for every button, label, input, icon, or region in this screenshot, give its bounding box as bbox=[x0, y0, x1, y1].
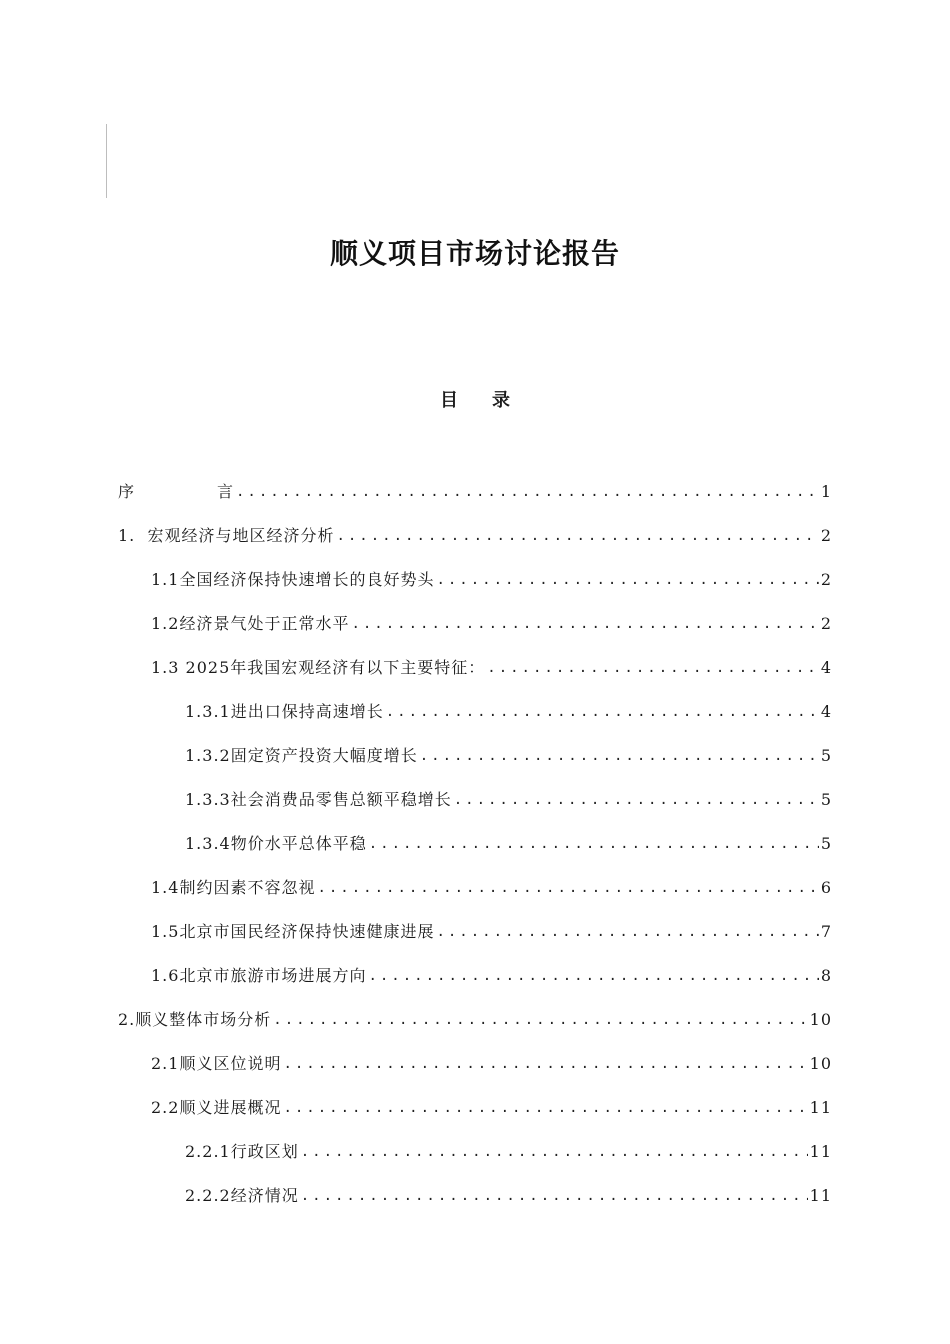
toc-entry[interactable] bbox=[118, 866, 832, 910]
dot-leader bbox=[436, 569, 818, 591]
dot-leader bbox=[436, 921, 818, 943]
toc-entry-label: 1.3.1进出口保持高速增长 bbox=[185, 702, 384, 721]
toc-entry-label bbox=[118, 481, 234, 503]
dot-leader bbox=[236, 481, 819, 503]
dot-leader bbox=[283, 1053, 807, 1075]
dot-leader bbox=[301, 1141, 808, 1163]
dot-leader bbox=[368, 965, 818, 987]
toc-entry-list bbox=[118, 514, 832, 1218]
toc-entry-page: 4 bbox=[820, 702, 832, 721]
toc-entry-label: 1.5北京市国民经济保持快速健康进展 bbox=[151, 922, 435, 941]
toc-entry[interactable] bbox=[118, 822, 832, 866]
toc-entry-page: 6 bbox=[820, 878, 832, 897]
toc-entry-page: 1 bbox=[820, 482, 832, 501]
toc-entry[interactable] bbox=[118, 514, 832, 558]
toc-entry[interactable] bbox=[118, 1130, 832, 1174]
toc-entry[interactable] bbox=[118, 954, 832, 998]
toc-entry[interactable] bbox=[118, 1086, 832, 1130]
preface-char-1: 序 bbox=[118, 482, 136, 501]
dot-leader bbox=[386, 701, 819, 723]
toc-entry[interactable] bbox=[118, 998, 832, 1042]
toc-entry[interactable] bbox=[118, 1174, 832, 1218]
toc-entry-page: 5 bbox=[820, 834, 832, 853]
toc-entry-page: 5 bbox=[820, 746, 832, 765]
dot-leader bbox=[351, 613, 818, 635]
toc-entry-page: 2 bbox=[820, 614, 832, 633]
toc-entry-label: 1. 宏观经济与地区经济分析 bbox=[118, 526, 335, 545]
toc-entry-label: 2.2.1行政区划 bbox=[185, 1142, 299, 1161]
toc-entry-page: 11 bbox=[809, 1186, 832, 1205]
toc-entry-label: 1.4制约因素不容忽视 bbox=[151, 878, 316, 897]
toc-entry-page: 10 bbox=[809, 1054, 832, 1073]
toc-entry-label: 1.2经济景气处于正常水平 bbox=[151, 614, 350, 633]
toc-entry-page: 5 bbox=[820, 790, 832, 809]
toc-entry-page: 7 bbox=[820, 922, 832, 941]
toc-entry-label: 2.2.2经济情况 bbox=[185, 1186, 299, 1205]
document-title: 顺义项目市场讨论报告 bbox=[329, 237, 620, 270]
toc-entry-page: 2 bbox=[820, 526, 832, 545]
toc-entry[interactable] bbox=[118, 910, 832, 954]
toc-entry-label: 1.3.2固定资产投资大幅度增长 bbox=[185, 746, 418, 765]
toc-entry-label: 1.3.4物价水平总体平稳 bbox=[185, 834, 367, 853]
toc-entry-label: 2.2顺义进展概况 bbox=[151, 1098, 282, 1117]
toc-entry-label: 2.1顺义区位说明 bbox=[151, 1054, 282, 1073]
toc-entry-preface[interactable] bbox=[118, 470, 832, 514]
toc-entry-label: 1.3 2025年我国宏观经济有以下主要特征： bbox=[151, 658, 486, 677]
toc-entry-page: 11 bbox=[809, 1142, 832, 1161]
toc-entry[interactable] bbox=[118, 558, 832, 602]
toc-entry-label: 1.1全国经济保持快速增长的良好势头 bbox=[151, 570, 435, 589]
toc-entry-page: 4 bbox=[820, 658, 832, 677]
toc-entry-page: 11 bbox=[809, 1098, 832, 1117]
toc-entry[interactable] bbox=[118, 646, 832, 690]
toc-entry[interactable] bbox=[118, 602, 832, 646]
dot-leader bbox=[420, 745, 819, 767]
toc-entry[interactable] bbox=[118, 734, 832, 778]
toc-entry[interactable] bbox=[118, 778, 832, 822]
dot-leader bbox=[283, 1097, 807, 1119]
dot-leader bbox=[273, 1009, 807, 1031]
toc-heading: 目录 bbox=[440, 390, 544, 411]
toc-entry-page: 8 bbox=[820, 966, 832, 985]
preface-char-2: 言 bbox=[216, 482, 234, 501]
dot-leader bbox=[369, 833, 819, 855]
toc-entry[interactable] bbox=[118, 690, 832, 734]
table-of-contents bbox=[118, 470, 832, 1218]
toc-entry-label: 2.顺义整体市场分析 bbox=[118, 1010, 272, 1029]
toc-entry[interactable] bbox=[118, 1042, 832, 1086]
toc-entry-page: 2 bbox=[820, 570, 832, 589]
margin-mark bbox=[106, 124, 107, 198]
toc-entry-page: 10 bbox=[809, 1010, 832, 1029]
toc-entry-label: 1.6北京市旅游市场进展方向 bbox=[151, 966, 367, 985]
dot-leader bbox=[487, 657, 819, 679]
dot-leader bbox=[317, 877, 818, 899]
dot-leader bbox=[336, 525, 818, 547]
toc-entry-label: 1.3.3社会消费品零售总额平稳增长 bbox=[185, 790, 452, 809]
dot-leader bbox=[301, 1185, 808, 1207]
dot-leader bbox=[454, 789, 819, 811]
